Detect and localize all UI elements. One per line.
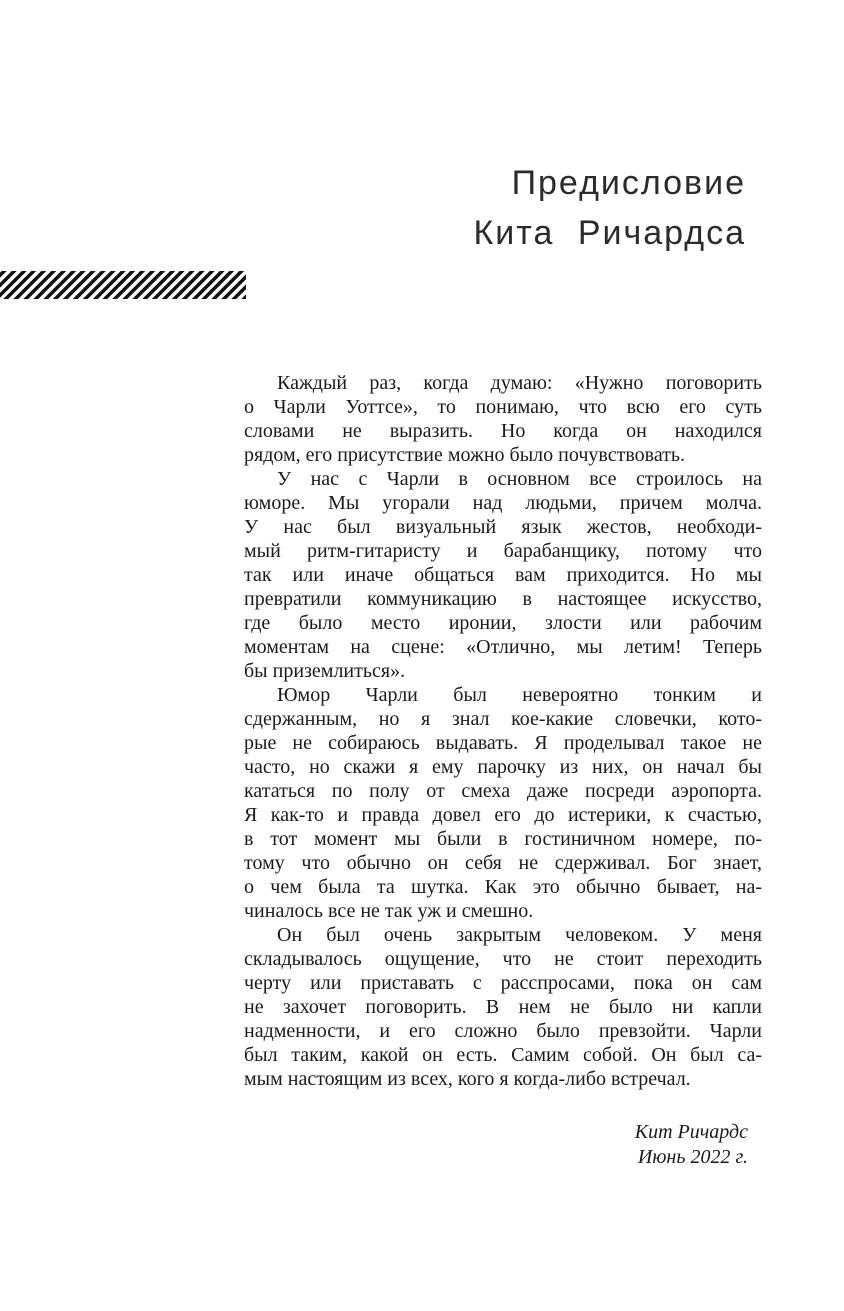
text-line: складывалось ощущение, что не стоит переходить xyxy=(244,948,762,970)
text-line: бы приземлиться». xyxy=(244,660,406,682)
paragraph xyxy=(244,683,762,923)
signature xyxy=(244,1120,762,1170)
text-line: надменности, и его сложно было превзойти. Чарли xyxy=(244,1020,762,1042)
text-line: У нас был визуальный язык жестов, необходи- xyxy=(244,516,762,538)
text-line: где было место иронии, злости или рабочим xyxy=(244,612,762,634)
text-line: У нас с Чарли в основном все строилось на xyxy=(277,468,762,490)
text-line: превратили коммуникацию в настоящее искусство, xyxy=(244,588,762,610)
text-line: сдержанным, но я знал кое-какие словечки, кото- xyxy=(244,708,762,730)
text-line: мый ритм-гитаристу и барабанщику, потому что xyxy=(244,540,762,562)
text-line: чиналось все не так уж и смешно. xyxy=(244,900,534,922)
text-line: рые не собираюсь выдавать. Я проделывал такое не xyxy=(244,732,762,754)
text-line: о Чарли Уоттсе», то понимаю, что всю его суть xyxy=(244,396,762,418)
text-line: моментам на сцене: «Отлично, мы летим! Теперь xyxy=(244,636,762,658)
text-line: был таким, какой он есть. Самим собой. Он был са- xyxy=(244,1044,762,1066)
body-text xyxy=(244,371,762,1091)
paragraph xyxy=(244,371,762,467)
text-line: словами не выразить. Но когда он находился xyxy=(244,420,762,442)
text-line: в тот момент мы были в гостиничном номере, по- xyxy=(244,828,762,850)
paragraph xyxy=(244,467,762,683)
signature-name: Кит Ричардс xyxy=(634,1121,748,1143)
text-line: Я как-то и правда довел его до истерики, к счастью, xyxy=(244,804,762,826)
text-line: Он был очень закрытым человеком. У меня xyxy=(277,924,762,946)
chapter-title-line-1: Предисловие xyxy=(511,164,746,202)
chapter-title-line-2: Кита Ричардса xyxy=(473,214,746,252)
text-line: так или иначе общаться вам приходится. Но мы xyxy=(244,564,762,586)
text-line: кататься по полу от смеха даже посреди аэропорта. xyxy=(244,780,762,802)
text-line: тому что обычно он себя не сдерживал. Бог знает, xyxy=(244,852,762,874)
paragraph xyxy=(244,923,762,1091)
chapter-title xyxy=(473,158,746,258)
text-line: юморе. Мы угорали над людьми, причем молча. xyxy=(244,492,762,514)
text-line: мым настоящим из всех, кого я когда-либо встречал. xyxy=(244,1068,691,1090)
text-line: о чем была та шутка. Как это обычно бывает, на- xyxy=(244,876,762,898)
signature-date: Июнь 2022 г. xyxy=(637,1146,748,1168)
text-line: черту или приставать с расспросами, пока он сам xyxy=(244,972,762,994)
text-line: Каждый раз, когда думаю: «Нужно поговорить xyxy=(277,372,762,394)
text-line: Юмор Чарли был невероятно тонким и xyxy=(277,684,762,706)
text-line: рядом, его присутствие можно было почувствовать. xyxy=(244,444,686,466)
text-line: часто, но скажи я ему парочку из них, он начал бы xyxy=(244,756,762,778)
text-line: не захочет поговорить. В нем не было ни капли xyxy=(244,996,762,1018)
diagonal-stripes-decoration xyxy=(0,271,246,299)
